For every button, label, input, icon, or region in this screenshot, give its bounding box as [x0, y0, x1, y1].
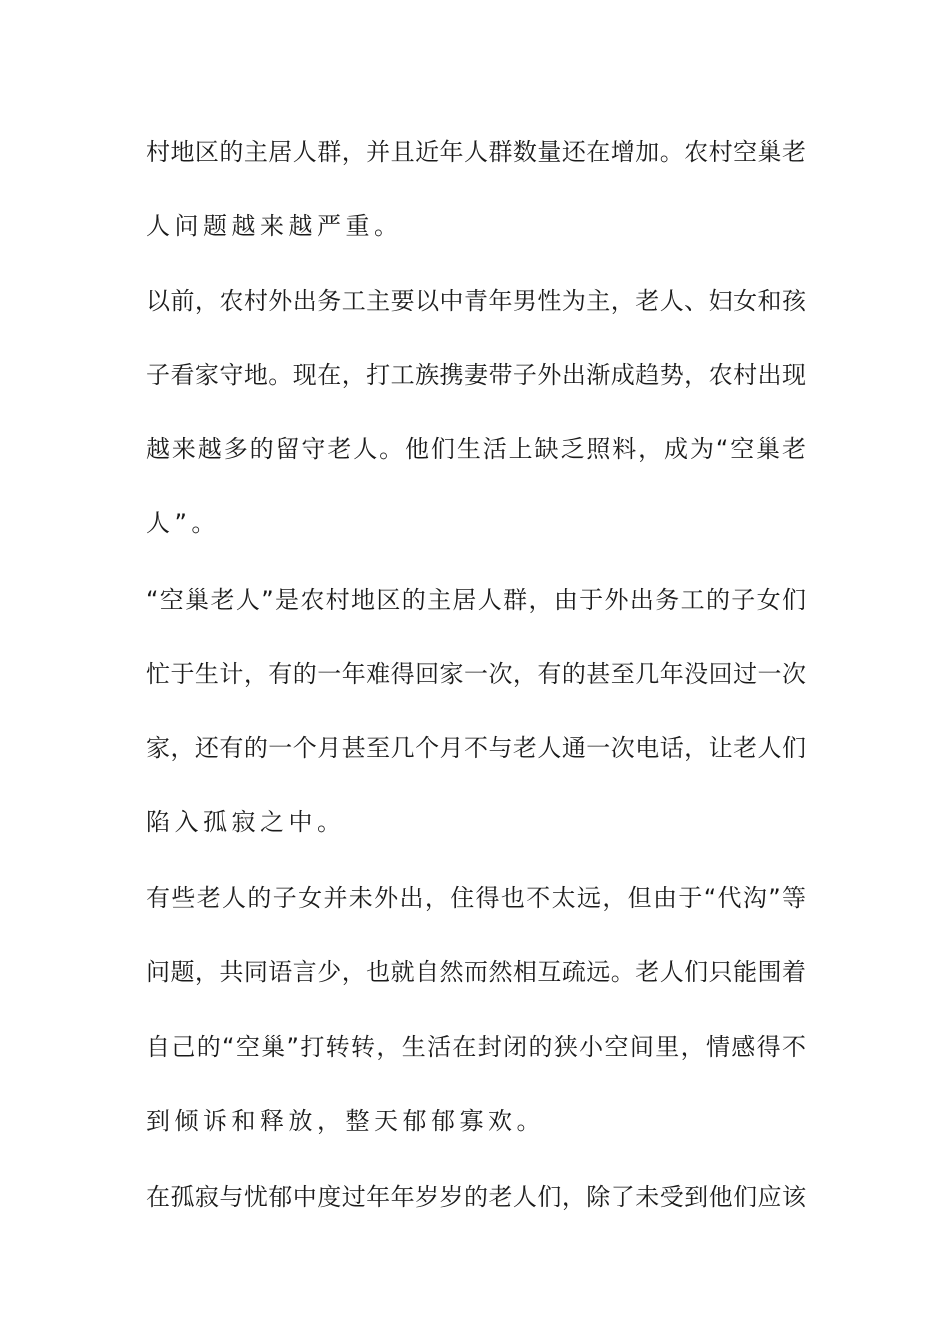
text-line: 家，还有的一个月甚至几个月不与老人通一次电话，让老人们 [146, 734, 806, 762]
text-line: 人”。 [146, 509, 220, 537]
text-line: 人问题越来越严重。 [146, 212, 403, 240]
text-line: “空巢老人”是农村地区的主居人群，由于外出务工的子女们 [146, 586, 806, 614]
text-line: 忙于生计，有的一年难得回家一次，有的甚至几年没回过一次 [146, 660, 806, 688]
text-line: 问题，共同语言少，也就自然而然相互疏远。老人们只能围着 [146, 958, 806, 986]
text-line: 村地区的主居人群，并且近年人群数量还在增加。农村空巢老 [146, 138, 806, 166]
text-line: 越来越多的留守老人。他们生活上缺乏照料，成为“空巢老 [146, 435, 806, 463]
text-line: 陷入孤寂之中。 [146, 808, 346, 836]
text-line: 到倾诉和释放，整天郁郁寡欢。 [146, 1107, 545, 1135]
text-line: 有些老人的子女并未外出，住得也不太远，但由于“代沟”等 [146, 884, 806, 912]
text-line: 以前，农村外出务工主要以中青年男性为主，老人、妇女和孩 [146, 287, 806, 315]
text-line: 自己的“空巢”打转转，生活在封闭的狭小空间里，情感得不 [146, 1033, 806, 1061]
text-line: 子看家守地。现在，打工族携妻带子外出渐成趋势，农村出现 [146, 361, 806, 389]
text-line: 在孤寂与忧郁中度过年年岁岁的老人们，除了未受到他们应该 [146, 1183, 806, 1211]
